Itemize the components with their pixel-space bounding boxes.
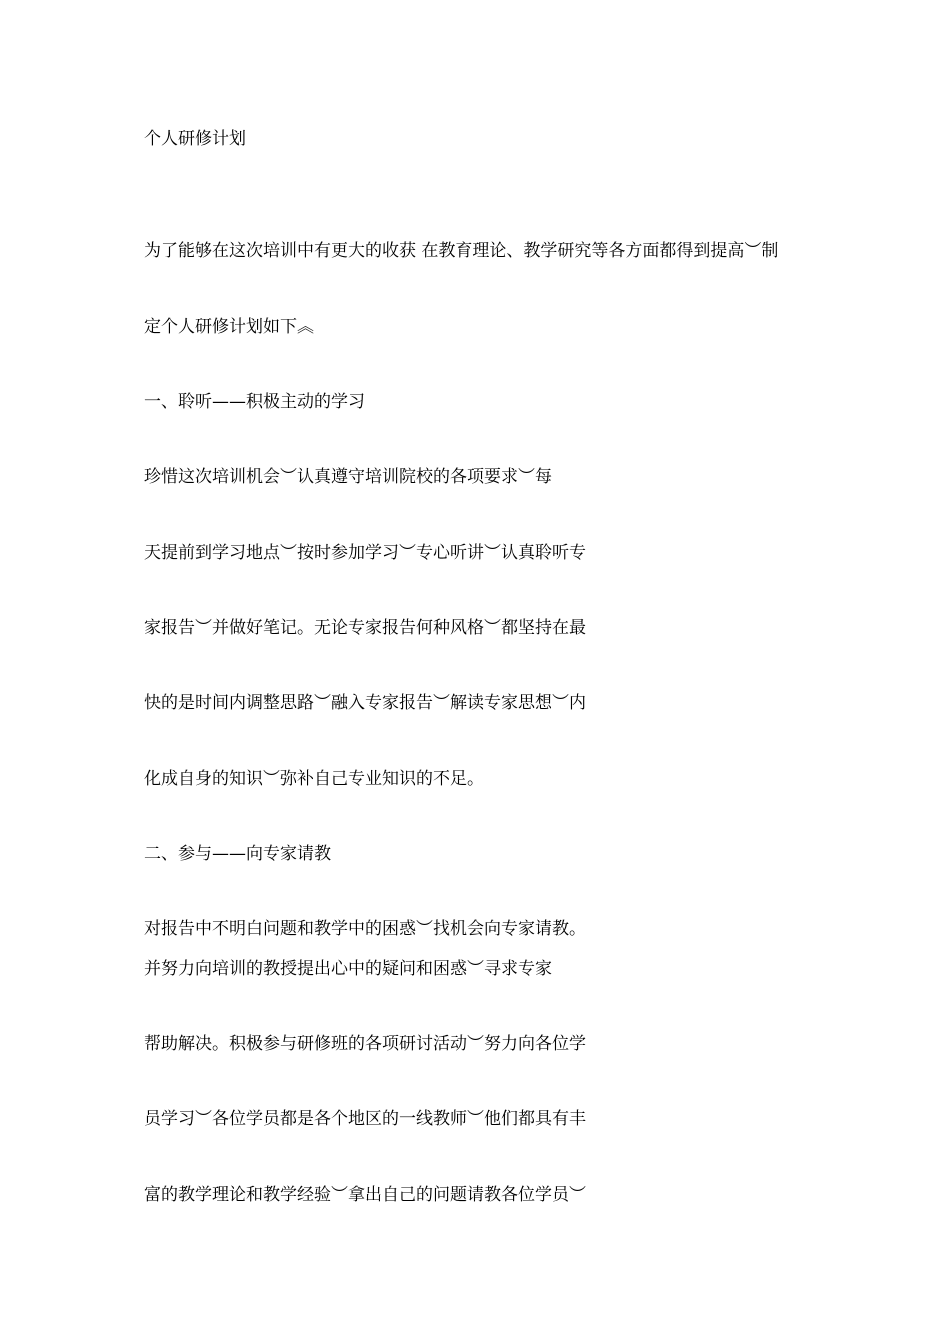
paragraph-line: 家报告︶并做好笔记。无论专家报告何种风格︶都坚持在最 — [144, 618, 586, 638]
paragraph-line: 员学习︶各位学员都是各个地区的一线教师︶他们都具有丰 — [144, 1109, 586, 1129]
paragraph-line: 快的是时间内调整思路︶融入专家报告︶解读专家思想︶内 — [144, 693, 586, 713]
paragraph-line: 并努力向培训的教授提出心中的疑问和困惑︶寻求专家 — [144, 959, 552, 979]
paragraph-line: 珍惜这次培训机会︶认真遵守培训院校的各项要求︶每 — [144, 467, 552, 487]
paragraph-line: 定个人研修计划如下︽ — [144, 317, 314, 337]
paragraph-line: 天提前到学习地点︶按时参加学习︶专心听讲︶认真聆听专 — [144, 543, 586, 563]
section-heading: 二、参与——向专家请教 — [144, 844, 331, 864]
paragraph-line: 化成自身的知识︶弥补自己专业知识的不足。 — [144, 769, 484, 789]
paragraph-line: 帮助解决。积极参与研修班的各项研讨活动︶努力向各位学 — [144, 1034, 586, 1054]
paragraph-line: 对报告中不明白问题和教学中的困惑︶找机会向专家请教。 — [144, 919, 586, 939]
paragraph-line: 富的教学理论和教学经验︶拿出自己的问题请教各位学员︶ — [144, 1185, 586, 1205]
document-title: 个人研修计划 — [144, 129, 246, 149]
paragraph-line: 为了能够在这次培训中有更大的收获 在教育理论、教学研究等各方面都得到提高︶制 — [144, 241, 779, 261]
section-heading: 一、聆听——积极主动的学习 — [144, 392, 365, 412]
